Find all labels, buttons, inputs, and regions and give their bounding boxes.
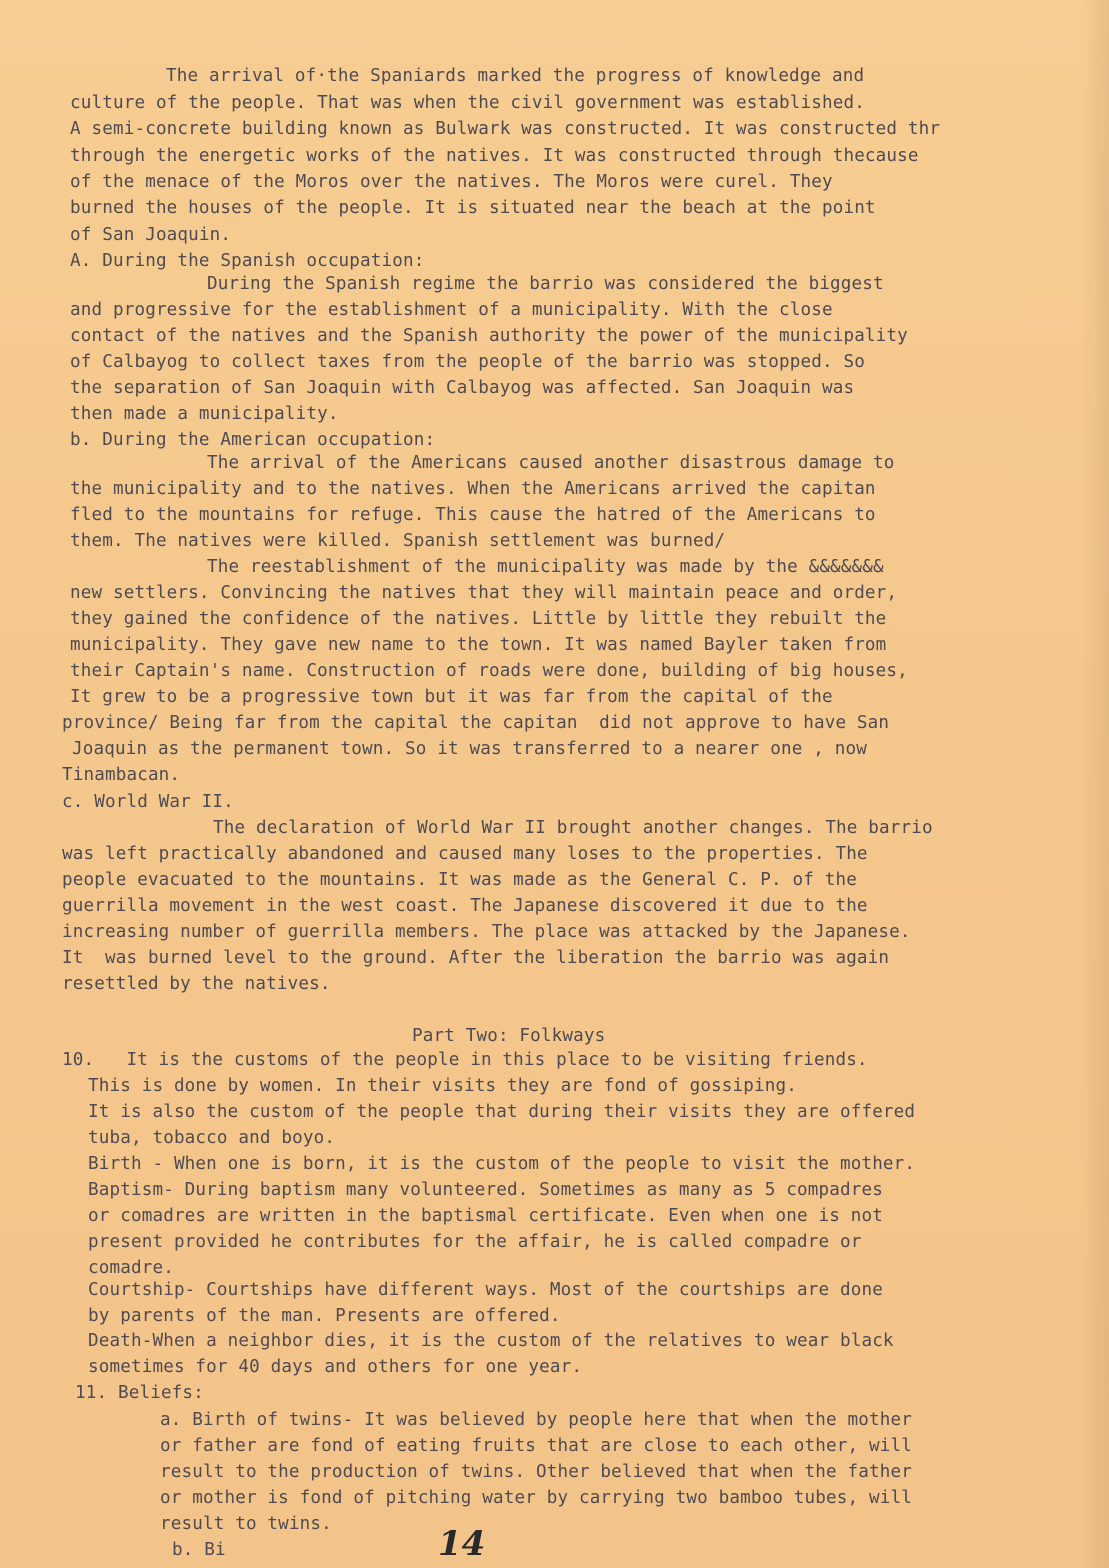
text-line: sometimes for 40 days and others for one year. (88, 1357, 583, 1377)
text-line: province/ Being far from the capital the capitan did not approve to have San (62, 713, 890, 733)
text-line: of the menace of the Moros over the natives. The Moros were curel. They (70, 172, 833, 192)
text-line: guerrilla movement in the west coast. The Japanese discovered it due to the (62, 896, 868, 916)
text-line: contact of the natives and the Spanish authority the power of the municipality (70, 326, 908, 346)
text-line: The arrival of the Americans caused another disastrous damage to (207, 453, 895, 473)
text-line: burned the houses of the people. It is situated near the beach at the point (70, 198, 876, 218)
text-line: It is also the custom of the people that during their visits they are offered (88, 1102, 916, 1122)
text-line: them. The natives were killed. Spanish settlement was burned/ (70, 531, 726, 551)
text-line: a. Birth of twins- It was believed by people here that when the mother (160, 1410, 912, 1430)
text-line: municipality. They gave new name to the town. It was named Bayler taken from (70, 635, 887, 655)
section-heading: 11. Beliefs: (75, 1383, 204, 1403)
text-line: Birth - When one is born, it is the custom of the people to visit the mother. (88, 1154, 916, 1174)
text-line: people evacuated to the mountains. It was made as the General C. P. of the (62, 870, 857, 890)
text-line: It grew to be a progressive town but it was far from the capital of the (70, 687, 833, 707)
text-line: and progressive for the establishment of a municipality. With the close (70, 300, 833, 320)
text-line: Joaquin as the permanent town. So it was transferred to a nearer one , now (72, 739, 867, 759)
page-number: 14 (438, 1524, 486, 1564)
text-line: The declaration of World War II brought another changes. The barrio (213, 818, 933, 838)
text-line: of San Joaquin. (70, 225, 232, 245)
text-line: Courtship- Courtships have different ways. Most of the courtships are done (88, 1280, 883, 1300)
text-line: result to the production of twins. Other believed that when the father (160, 1462, 912, 1482)
section-heading: c. World War II. (62, 792, 234, 812)
text-line: comadre. (88, 1258, 174, 1278)
text-line: result to twins. (160, 1514, 332, 1534)
text-line: tuba, tobacco and boyo. (88, 1128, 336, 1148)
text-line: the municipality and to the natives. When the Americans arrived the capitan (70, 479, 876, 499)
section-title: Part Two: Folkways (412, 1026, 606, 1046)
text-line: was left practically abandoned and caused many loses to the properties. The (62, 844, 868, 864)
text-line: 10. It is the customs of the people in this place to be visiting friends. (62, 1050, 868, 1070)
text-line: then made a municipality. (70, 404, 339, 424)
text-line: This is done by women. In their visits they are fond of gossiping. (88, 1076, 797, 1096)
text-line: The reestablishment of the municipality was made by the &&&&&&& (207, 557, 884, 577)
text-line: culture of the people. That was when the civil government was established. (70, 93, 865, 113)
text-line: new settlers. Convincing the natives that they will maintain peace and order, (70, 583, 898, 603)
text-line: they gained the confidence of the natives. Little by little they rebuilt the (70, 609, 887, 629)
text-line: It was burned level to the ground. After the liberation the barrio was again (62, 948, 890, 968)
section-heading: A. During the Spanish occupation: (70, 251, 425, 271)
text-line: resettled by the natives. (62, 974, 331, 994)
text-line: increasing number of guerrilla members. The place was attacked by the Japanese. (62, 922, 911, 942)
text-line: A semi-concrete building known as Bulwark was constructed. It was constructed thr (70, 119, 941, 139)
section-heading: b. During the American occupation: (70, 430, 436, 450)
text-line: Baptism- During baptism many volunteered. Sometimes as many as 5 compadres (88, 1180, 883, 1200)
text-line: b. Bi (172, 1540, 226, 1560)
text-line: During the Spanish regime the barrio was considered the biggest (207, 274, 884, 294)
page-edge-shadow (1081, 0, 1109, 1568)
text-line: The arrival of·the Spaniards marked the progress of knowledge and (166, 66, 865, 86)
text-line: Tinambacan. (62, 765, 181, 785)
text-line: by parents of the man. Presents are offered. (88, 1306, 561, 1326)
text-line: Death-When a neighbor dies, it is the custom of the relatives to wear black (88, 1331, 894, 1351)
text-line: the separation of San Joaquin with Calbayog was affected. San Joaquin was (70, 378, 855, 398)
text-line: present provided he contributes for the affair, he is called compadre or (88, 1232, 862, 1252)
text-line: their Captain's name. Construction of roads were done, building of big houses, (70, 661, 908, 681)
text-line: or comadres are written in the baptismal certificate. Even when one is not (88, 1206, 883, 1226)
text-line: through the energetic works of the natives. It was constructed through thecause (70, 146, 919, 166)
text-line: or mother is fond of pitching water by carrying two bamboo tubes, will (160, 1488, 912, 1508)
text-line: fled to the mountains for refuge. This cause the hatred of the Americans to (70, 505, 876, 525)
text-line: or father are fond of eating fruits that are close to each other, will (160, 1436, 912, 1456)
text-line: of Calbayog to collect taxes from the people of the barrio was stopped. So (70, 352, 865, 372)
